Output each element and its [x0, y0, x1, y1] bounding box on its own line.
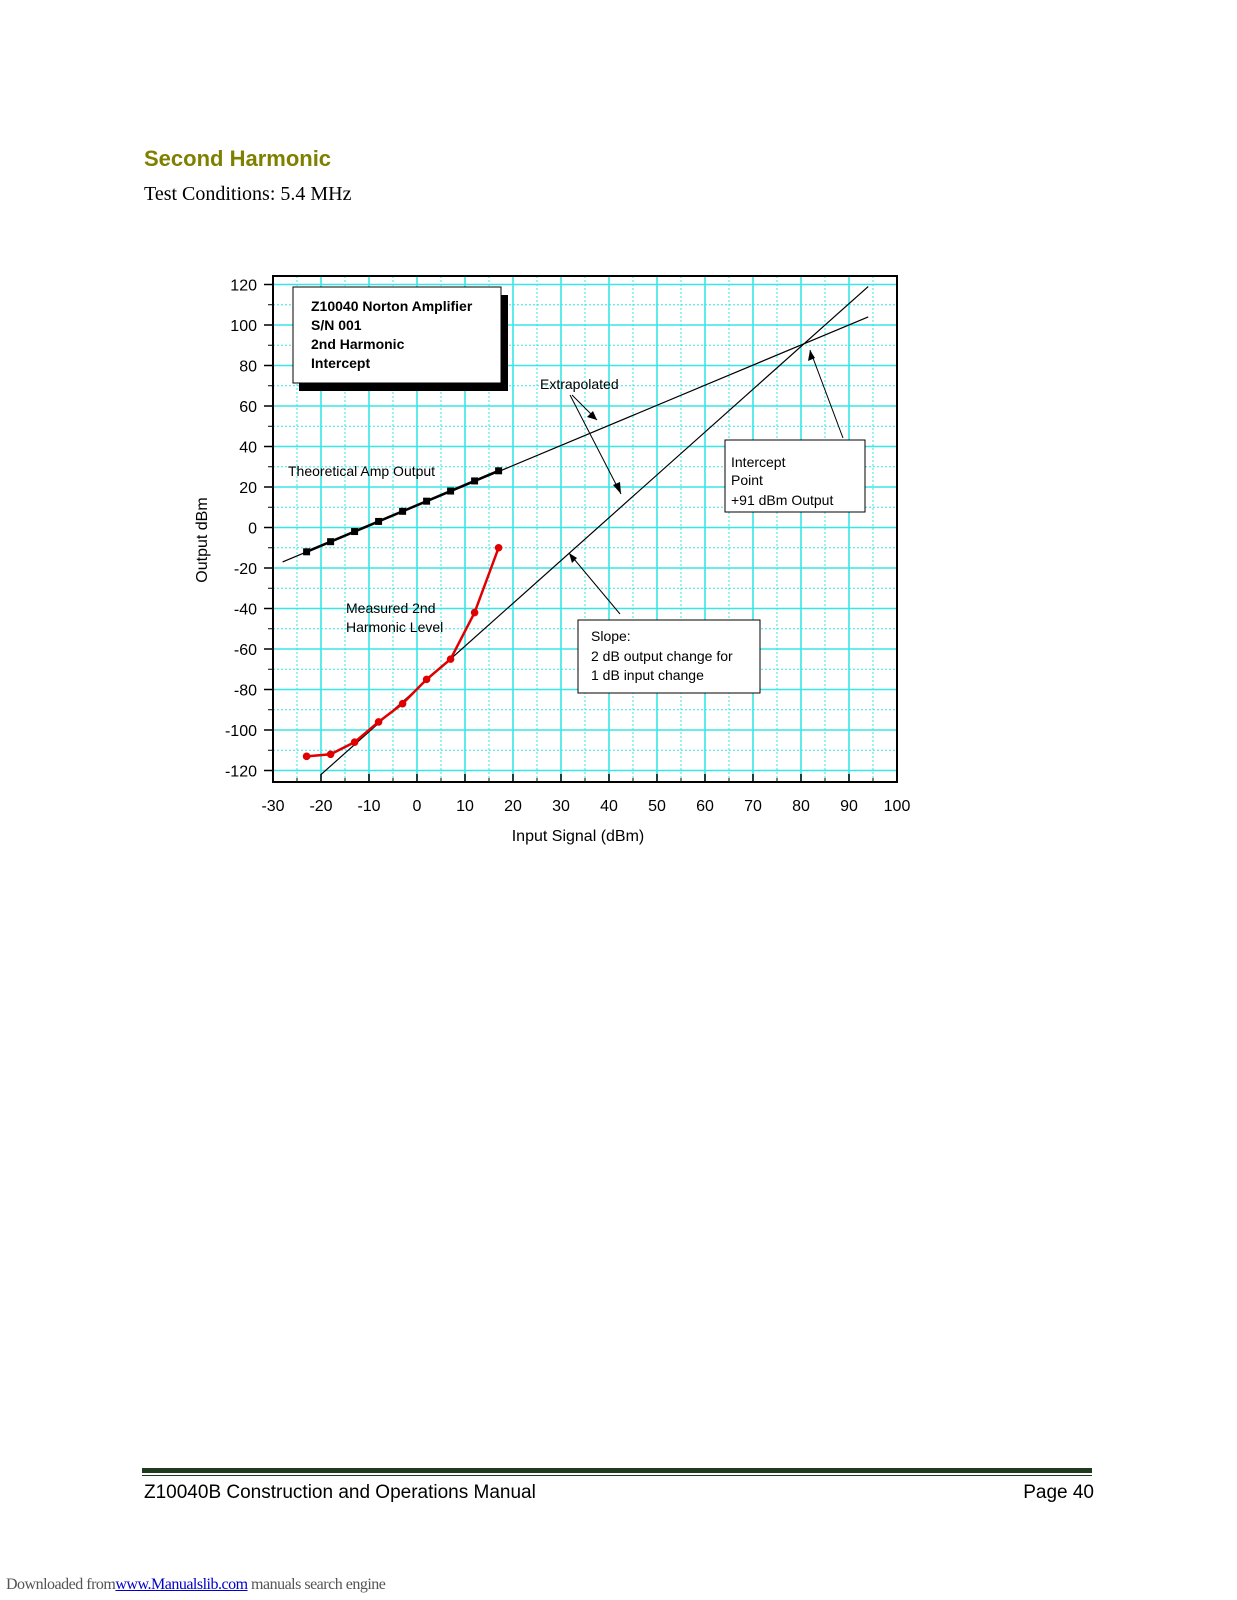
x-tick-label: -30: [261, 798, 285, 815]
data-point: [495, 544, 503, 552]
footer-rule-thin: [142, 1475, 1092, 1476]
footer-rule: [142, 1468, 1092, 1473]
x-tick-label: 40: [600, 798, 618, 815]
measured-label-line-1: Measured 2nd: [346, 600, 436, 616]
x-tick-label: 100: [883, 798, 911, 815]
data-point: [303, 548, 310, 555]
data-point: [303, 753, 311, 761]
extrapolated-label: Extrapolated: [540, 376, 619, 392]
footer-manual-title: Z10040B Construction and Operations Manual: [144, 1482, 536, 1503]
data-point: [327, 751, 335, 759]
measured-label-line-2: Harmonic Level: [346, 619, 444, 635]
manualslib-link[interactable]: www.Manualslib.com: [115, 1576, 248, 1593]
x-tick-label: 0: [412, 798, 422, 815]
info-box-line-4: Intercept: [311, 355, 371, 371]
info-box-line-2: S/N 001: [311, 317, 362, 333]
data-point: [399, 508, 406, 515]
data-point: [471, 477, 478, 484]
x-tick-label: 20: [504, 798, 522, 815]
y-tick-label: -100: [224, 723, 257, 740]
data-point: [447, 655, 455, 663]
y-tick-label: 80: [239, 358, 257, 376]
download-notice: [6, 1576, 385, 1594]
data-point: [471, 609, 479, 617]
footer-page-number: Page 40: [1023, 1482, 1094, 1503]
y-tick-label: -40: [233, 601, 257, 619]
y-tick-label: -120: [224, 763, 257, 781]
x-tick-label: 50: [648, 798, 666, 815]
x-tick-label: 10: [456, 798, 474, 815]
slope-label-line-3: 1 dB input change: [591, 667, 704, 683]
y-tick-label: 60: [239, 399, 257, 416]
x-tick-label: -10: [357, 798, 381, 815]
x-tick-label: -20: [309, 798, 333, 815]
download-prefix: Downloaded from: [6, 1576, 116, 1593]
section-heading: Second Harmonic: [144, 146, 332, 171]
slope-label-line-2: 2 dB output change for: [591, 648, 733, 664]
y-tick-label: -80: [233, 682, 257, 700]
data-point: [423, 498, 430, 505]
y-tick-label: 0: [248, 520, 257, 538]
x-tick-label: 60: [696, 798, 714, 815]
intercept-label-line-3: +91 dBm Output: [731, 492, 834, 508]
data-point: [495, 467, 502, 474]
download-suffix: manuals search engine: [247, 1576, 386, 1593]
data-point: [327, 538, 334, 545]
data-point: [351, 738, 359, 746]
data-point: [351, 528, 358, 535]
data-point: [375, 518, 382, 525]
info-box-line-3: 2nd Harmonic: [311, 336, 405, 352]
data-point: [375, 718, 383, 726]
y-tick-label: -20: [233, 561, 257, 578]
info-box-line-1: Z10040 Norton Amplifier: [311, 298, 473, 314]
data-point: [399, 700, 407, 708]
x-tick-label: 80: [792, 798, 810, 815]
x-tick-label: 70: [744, 798, 762, 815]
y-tick-label: 20: [239, 480, 257, 497]
y-axis-title: Output dBm: [194, 497, 211, 583]
theoretical-label: Theoretical Amp Output: [288, 463, 436, 479]
x-tick-label: 90: [840, 798, 858, 815]
slope-label-line-1: Slope:: [591, 628, 631, 644]
y-tick-label: 120: [230, 277, 257, 295]
intercept-label-line-2: Point: [731, 472, 763, 488]
data-point: [447, 488, 454, 495]
y-tick-label: -60: [233, 642, 257, 659]
data-point: [423, 676, 431, 684]
test-conditions: Test Conditions: 5.4 MHz: [144, 183, 352, 205]
x-tick-label: 30: [552, 798, 570, 815]
y-tick-label: 40: [239, 439, 257, 457]
intercept-label-line-1: Intercept: [731, 454, 786, 470]
x-axis-title: Input Signal (dBm): [511, 828, 645, 845]
y-tick-label: 100: [230, 318, 257, 335]
